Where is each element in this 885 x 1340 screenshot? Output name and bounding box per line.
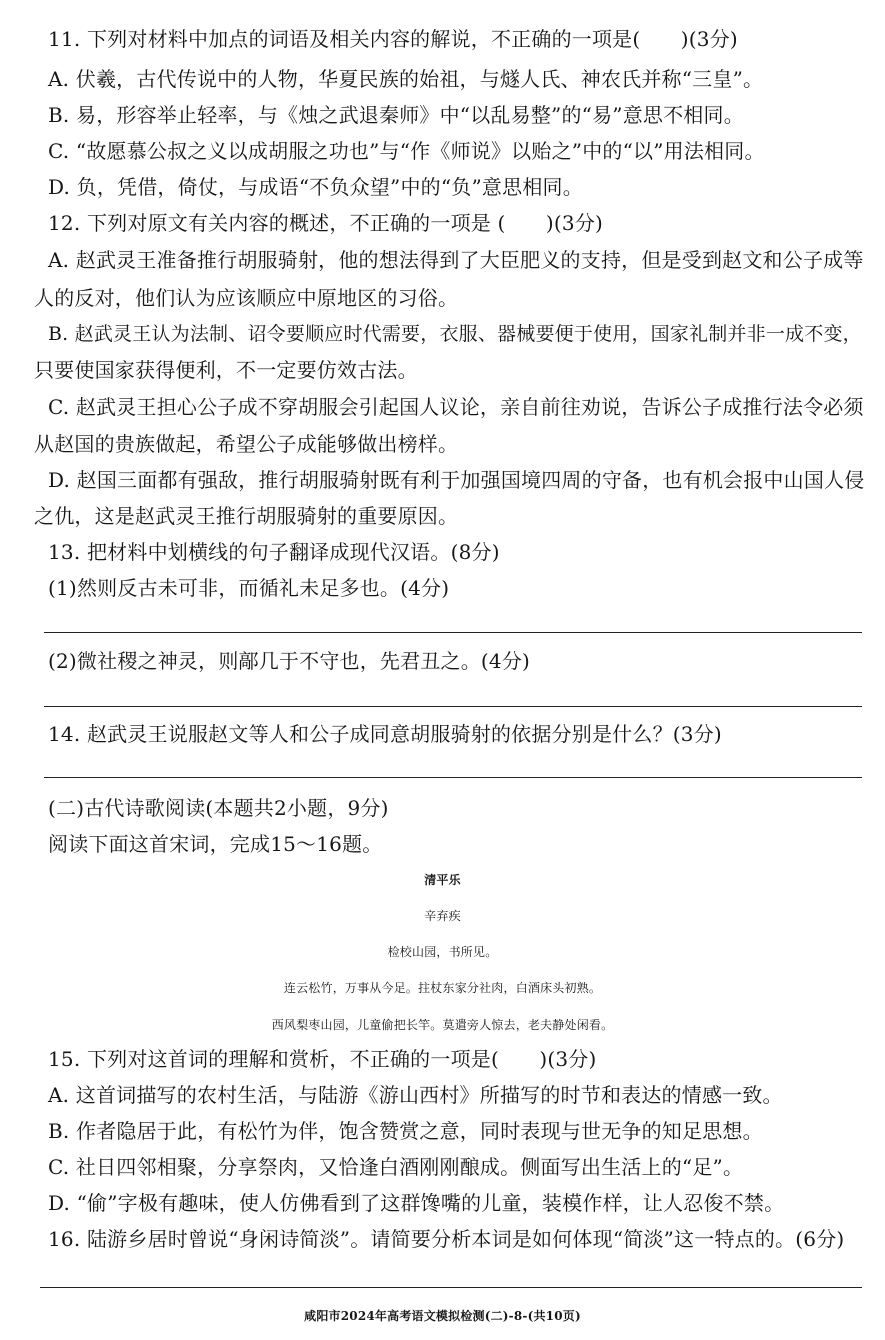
q11-option-d: D. 负，凭借，倚仗，与成语“不负众望”中的“负”意思相同。 (48, 175, 583, 199)
q15-option-b: B. 作者隐居于此，有松竹为伴，饱含赞赏之意，同时表现与世无争的知足思想。 (48, 1119, 763, 1143)
q13-sub1: (1)然则反古未可非，而循礼未足多也。(4分) (48, 576, 450, 600)
q12-option-d-line2: 之仇，这是赵武灵王推行胡服骑射的重要原因。 (34, 504, 459, 528)
poem-title: 清平乐 (424, 873, 461, 887)
q12-option-b-line1: B. 赵武灵王认为法制、诏令要顺应时代需要，衣服、器械要便于使用，国家礼制并非一成不变， (48, 323, 862, 345)
q15-option-a: A. 这首词描写的农村生活，与陆游《游山西村》所描写的时节和表达的情感一致。 (48, 1083, 783, 1107)
poem-line-2: 西风梨枣山园，儿童偷把长竿。莫遣旁人惊去，老夫静处闲看。 (271, 1018, 614, 1032)
q12-option-b-line2: 只要使国家获得便利，不一定要仿效古法。 (34, 358, 418, 382)
q12-stem: 12. 下列对原文有关内容的概述，不正确的一项是 ( )(3分) (48, 211, 604, 235)
q11-option-a: A. 伏羲，古代传说中的人物，华夏民族的始祖，与燧人氏、神农氏并称“三皇”。 (48, 67, 764, 91)
q12-option-d-line1: D. 赵国三面都有强敌，推行胡服骑射既有利于加强国境四周的守备，也有机会报中山国人侵 (48, 468, 865, 492)
q12-option-a-line1: A. 赵武灵王准备推行胡服骑射，他的想法得到了大臣肥义的支持，但是受到赵文和公子成等 (48, 248, 864, 272)
answer-line-13-2[interactable] (44, 706, 862, 707)
poem-author: 辛弃疾 (424, 909, 461, 923)
q12-option-c-line2: 从赵国的贵族做起，希望公子成能够做出榜样。 (34, 432, 459, 456)
footer-divider (40, 1287, 862, 1288)
section-instruction: 阅读下面这首宋词，完成15～16题。 (48, 832, 383, 856)
q15-stem: 15. 下列对这首词的理解和赏析，不正确的一项是( )(3分) (48, 1047, 597, 1071)
q16-stem: 16. 陆游乡居时曾说“身闲诗简淡”。请简要分析本词是如何体现“简淡”这一特点的。(6分) (48, 1227, 845, 1251)
q11-stem: 11. 下列对材料中加点的词语及相关内容的解说，不正确的一项是( )(3分) (48, 27, 738, 51)
q11-option-c: C. “故愿慕公叔之义以成胡服之功也”与“作《师说》以贻之”中的“以”用法相同。 (48, 139, 765, 163)
answer-line-13-1[interactable] (44, 632, 862, 633)
q13-sub2: (2)微社稷之神灵，则鄗几于不守也，先君丑之。(4分) (48, 649, 531, 673)
q12-option-c-line1: C. 赵武灵王担心公子成不穿胡服会引起国人议论，亲自前往劝说，告诉公子成推行法令必须 (48, 395, 864, 419)
q15-option-c: C. 社日四邻相聚，分享祭肉，又恰逢白酒刚刚酿成。侧面写出生活上的“足”。 (48, 1155, 744, 1179)
q12-option-a-line2: 人的反对，他们认为应该顺应中原地区的习俗。 (34, 286, 459, 310)
poem-line-1: 连云松竹，万事从今足。拄杖东家分社肉，白酒床头初熟。 (283, 981, 602, 995)
q13-stem: 13. 把材料中划横线的句子翻译成现代汉语。(8分) (48, 540, 500, 564)
page-footer: 咸阳市2024年高考语文模拟检测(二)-8-(共10页) (304, 1309, 581, 1323)
poem-subtitle: 检校山园，书所见。 (387, 945, 498, 959)
q15-option-d: D. “偷”字极有趣味，使人仿佛看到了这群馋嘴的儿童，装模作样，让人忍俊不禁。 (48, 1191, 785, 1215)
q11-option-b: B. 易，形容举止轻率，与《烛之武退秦师》中“以乱易整”的“易”意思不相同。 (48, 103, 744, 127)
q14-stem: 14. 赵武灵王说服赵文等人和公子成同意胡服骑射的依据分别是什么？(3分) (48, 722, 722, 746)
section-title: (二)古代诗歌阅读(本题共2小题，9分) (48, 796, 389, 820)
answer-line-14[interactable] (44, 777, 862, 778)
